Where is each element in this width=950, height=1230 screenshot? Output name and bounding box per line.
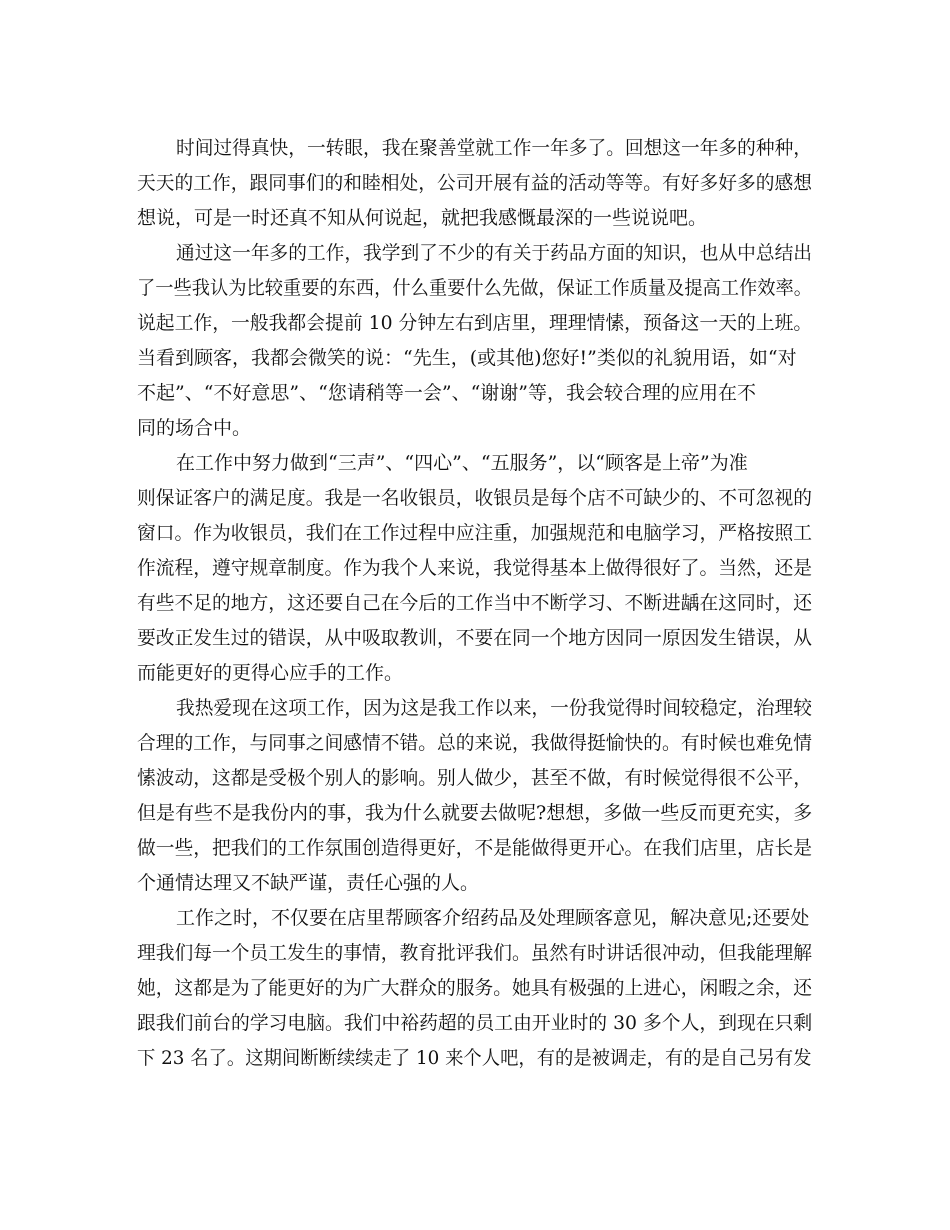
text-line: 工作之时，不仅要在店里帮顾客介绍药品及处理顾客意见，解决意见;还要处 — [176, 907, 810, 929]
text-line: 跟我们前台的学习电脑。我们中裕药超的员工由开业时的 30 多个人，到现在只剩 — [137, 1012, 813, 1034]
text-line: 她，这都是为了能更好的为广大群众的服务。她具有极强的上进心，闲暇之余，还 — [137, 977, 812, 999]
text-line: 做一些，把我们的工作氛围创造得更好，不是能做得更开心。在我们店里，店长是 — [137, 837, 812, 859]
text-line: 但是有些不是我份内的事，我为什么就要去做呢?想想，多做一些反而更充实，多 — [137, 802, 813, 824]
text-line: 想说，可是一时还真不知从何说起，就把我感慨最深的一些说说吧。 — [137, 207, 708, 229]
text-line: 在工作中努力做到“三声”、“四心”、“五服务”，以“顾客是上帝”为准 — [176, 452, 748, 474]
text-line: 同的场合中。 — [137, 417, 252, 439]
text-line: 我热爱现在这项工作，因为这是我工作以来，一份我觉得时间较稳定，治理较 — [176, 697, 813, 719]
text-line: 有些不足的地方，这还要自己在今后的工作当中不断学习、不断进龋在这同时，还 — [137, 592, 812, 614]
text-line: 窗口。作为收银员，我们在工作过程中应注重，加强规范和电脑学习，严格按照工 — [137, 522, 812, 544]
text-line: 当看到顾客，我都会微笑的说：“先生，(或其他)您好!”类似的礼貌用语，如“对 — [137, 347, 797, 369]
text-line: 通过这一年多的工作，我学到了不少的有关于药品方面的知识，也从中总结出 — [176, 242, 813, 264]
text-line: 了一些我认为比较重要的东西，什么重要什么先做，保证工作质量及提高工作效率。 — [137, 277, 813, 299]
text-line: 不起”、“不好意思”、“您请稍等一会”、“谢谢”等，我会较合理的应用在不 — [137, 382, 756, 404]
text-line: 个通情达理又不缺严谨，责任心强的人。 — [137, 872, 480, 894]
text-line: 下 23 名了。这期间断断续续走了 10 来个人吧，有的是被调走，有的是自己另有发 — [137, 1047, 812, 1069]
text-line: 而能更好的更得心应手的工作。 — [137, 662, 404, 684]
text-line: 合理的工作，与同事之间感情不错。总的来说，我做得挺愉快的。有时候也难免情 — [137, 732, 812, 754]
text-line: 愫波动，这都是受极个别人的影响。别人做少，甚至不做，有时候觉得很不公平， — [137, 767, 812, 789]
text-line: 则保证客户的满足度。我是一名收银员，收银员是每个店不可缺少的、不可忽视的 — [137, 487, 812, 509]
text-line: 时间过得真快，一转眼，我在聚善堂就工作一年多了。回想这一年多的种种， — [176, 137, 813, 159]
text-line: 要改正发生过的错误，从中吸取教训，不要在同一个地方因同一原因发生错误，从 — [137, 627, 812, 649]
text-line: 理我们每一个员工发生的事情，教育批评我们。虽然有时讲话很冲动，但我能理解 — [137, 942, 812, 964]
text-line: 天天的工作，跟同事们的和睦相处，公司开展有益的活动等等。有好多好多的感想 — [137, 172, 812, 194]
text-line: 作流程，遵守规章制度。作为我个人来说，我觉得基本上做得很好了。当然，还是 — [137, 557, 812, 579]
text-line: 说起工作，一般我都会提前 10 分钟左右到店里，理理情愫，预备这一天的上班。 — [137, 312, 813, 334]
